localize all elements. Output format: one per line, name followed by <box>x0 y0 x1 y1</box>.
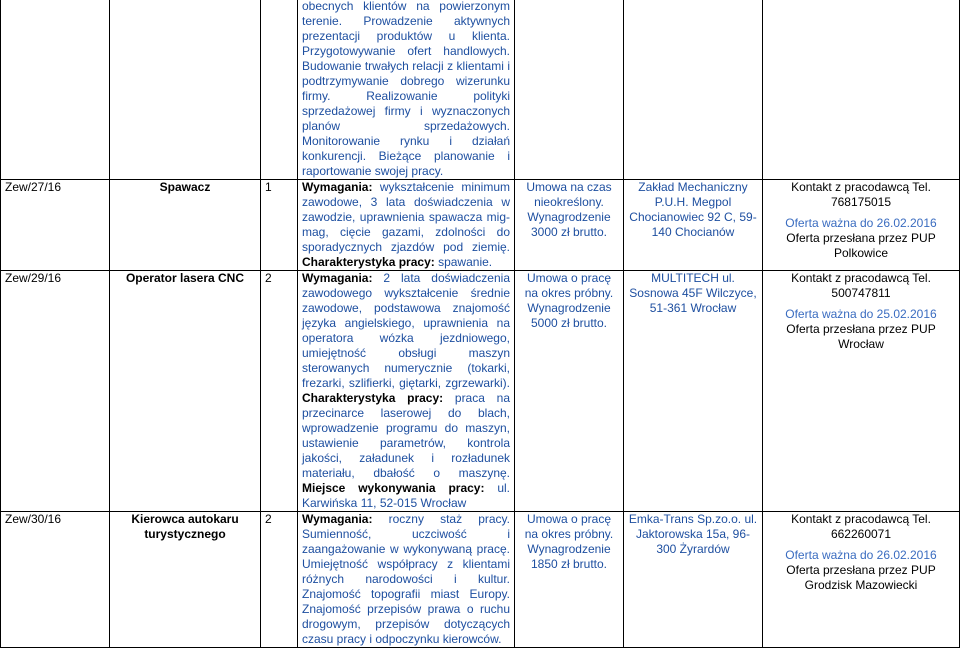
job-description <box>298 512 515 648</box>
offer-code <box>1 0 110 180</box>
requirements-label: Wymagania: <box>302 180 373 194</box>
offer-valid-until: Oferta ważna do 26.02.2016 <box>785 548 937 562</box>
requirements-label: Wymagania: <box>302 271 373 285</box>
offer-code: Zew/30/16 <box>1 512 110 648</box>
employment-conditions: Umowa o pracę na okres próbny. Wynagrodzenie 5000 zł brutto. <box>515 271 624 512</box>
position-count: 1 <box>261 180 298 271</box>
description-text: obecnych klientów na powierzonym terenie. Prowadzenie aktywnych prezentacji produktów u klienta. Przygotowywanie ofert handlowych. Budowanie trwałych relacji z klientami i podtrzymywanie dobrego wizerunku firmy. Realizowanie polityki sprzedażowej firmy i wyznaczonych planów sprzedażowych. Monitorowanie rynku i działań konkurencji. Bieżące planowanie i raportowanie swojej pracy. <box>302 0 510 178</box>
contact-phone: Kontakt z pracodawcą Tel. 500747811 <box>791 271 931 300</box>
table-row <box>1 180 960 271</box>
employer: MULTITECH ul. Sosnowa 45F Wilczyce, 51-361 Wrocław <box>624 271 763 512</box>
offer-valid-until: Oferta ważna do 26.02.2016 <box>785 216 937 230</box>
employer: Emka-Trans Sp.zo.o. ul. Jaktorowska 15a, 96-300 Żyrardów <box>624 512 763 648</box>
contact-phone: Kontakt z pracodawcą Tel. 768175015 <box>791 180 931 209</box>
workplace-label: Miejsce wykonywania pracy: <box>302 481 485 495</box>
contact-info <box>763 180 960 271</box>
position-count: 2 <box>261 512 298 648</box>
characteristics-label: Charakterystyka pracy: <box>302 255 435 269</box>
workplace-text: ul. Karwińska 11, 52-015 Wrocław <box>302 481 511 510</box>
job-title: Operator lasera CNC <box>110 271 261 512</box>
contact-info <box>763 271 960 512</box>
employment-conditions: Umowa na czas nieokreślony. Wynagrodzenie 3000 zł brutto. <box>515 180 624 271</box>
offer-code: Zew/29/16 <box>1 271 110 512</box>
requirements-text: wykształcenie minimum zawodowe, 3 lata doświadczenia w zawodzie, uprawnienia spawacza mig-mag, cięcie gazami, zdolności do sporadycznych zjazdów pod ziemię. <box>302 180 510 254</box>
employer <box>624 0 763 180</box>
job-description <box>298 0 515 180</box>
table-row <box>1 0 960 180</box>
offer-sent-by: Oferta przesłana przez PUP Wrocław <box>786 322 936 351</box>
contact-info <box>763 0 960 180</box>
job-title: Spawacz <box>110 180 261 271</box>
employer: Zakład Mechaniczny P.U.H. Megpol Chocianowiec 92 C, 59-140 Chocianów <box>624 180 763 271</box>
job-title <box>110 0 261 180</box>
position-count: 2 <box>261 271 298 512</box>
offer-sent-by: Oferta przesłana przez PUP Grodzisk Mazowiecki <box>786 563 936 592</box>
job-title: Kierowca autokaru turystycznego <box>110 512 261 648</box>
offer-sent-by: Oferta przesłana przez PUP Polkowice <box>786 231 936 260</box>
offer-code: Zew/27/16 <box>1 180 110 271</box>
characteristics-text: spawanie. <box>434 255 493 269</box>
requirements-label: Wymagania: <box>302 512 373 526</box>
offer-valid-until: Oferta ważna do 25.02.2016 <box>785 307 937 321</box>
characteristics-label: Charakterystyka pracy: <box>302 391 444 405</box>
table-row <box>1 271 960 512</box>
requirements-text: 2 lata doświadczenia zawodowego wykształcenie średnie zawodowe, podstawowa znajomość języka angielskiego, uprawnienia na operatora wózka jezdniowego, umiejętność obsługi maszyn sterowanych numerycznie (tokarki, frezarki, szlifierki, giętarki, zgrzewarki). <box>302 271 510 390</box>
job-description <box>298 271 515 512</box>
position-count <box>261 0 298 180</box>
contact-info <box>763 512 960 648</box>
characteristics-text: praca na przecinarce laserowej do blach, wprowadzenie programu do maszyn, ustawienie parametrów, kontrola jakości, załadunek i rozładunek materiału, dbałość o maszynę. <box>302 391 510 480</box>
contact-phone: Kontakt z pracodawcą Tel. 662260071 <box>791 512 931 541</box>
employment-conditions: Umowa o pracę na okres próbny. Wynagrodzenie 1850 zł brutto. <box>515 512 624 648</box>
requirements-text: roczny staż pracy. Sumienność, uczciwość i zaangażowanie w wykonywaną pracę. Umiejętność współpracy z klientami różnych narodowości i kultur. Znajomość topografii miast Europy. Znajomość przepisów prawa o ruchu drogowym, przepisów dotyczących czasu pracy i odpoczynku kierowców. <box>302 512 510 646</box>
job-description <box>298 180 515 271</box>
table-row <box>1 512 960 648</box>
employment-conditions <box>515 0 624 180</box>
